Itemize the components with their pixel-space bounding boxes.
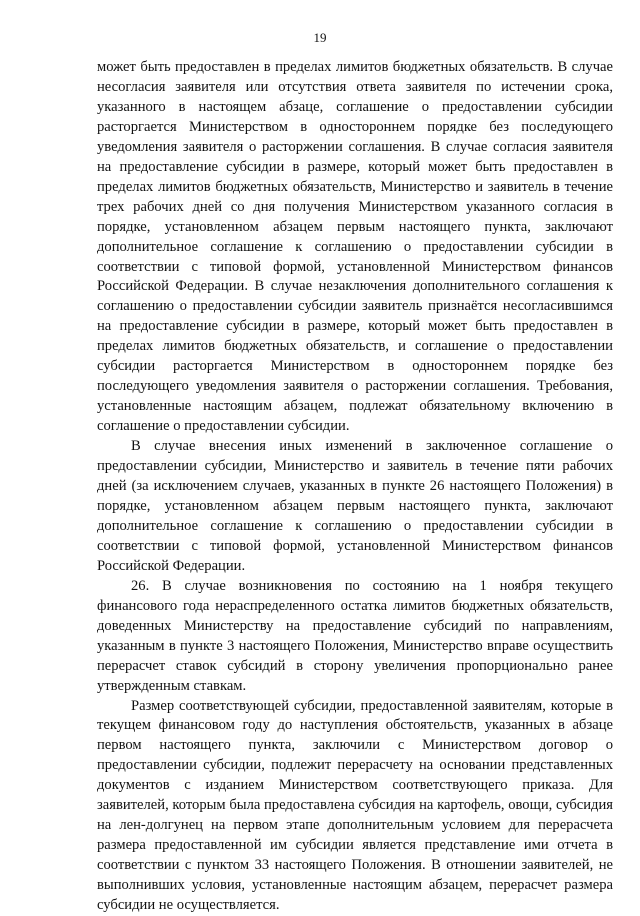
page-number: 19	[313, 30, 327, 45]
paragraph-continuation: может быть предоставлен в пределах лимитов бюджетных обязательств. В случае несогласия заявителя или отсутствия ответа заявителя по истечении срока, указанного в настоящем абзаце, соглашение о предоставлении субсидии расторгается Министерством в одностороннем порядке без последующего уведомления заявителя о расторжении соглашения. В случае согласия заявителя на предоставление субсидии в размере, который может быть предоставлен в пределах лимитов бюджетных обязательств, Министерство и заявитель в течение трех рабочих дней со дня получения Министерством указанного согласия в порядке, установленном абзацем первым настоящего пункта, заключают дополнительное соглашение к соглашению о предоставлении субсидии в соответствии с типовой формой, установленной Министерством финансов Российской Федерации. В случае незаключения дополнительного соглашения к соглашению о предоставлении субсидии заявитель признаётся несогласившимся на предоставление субсидии в размере, который может быть предоставлен в пределах лимитов бюджетных обязательств, и соглашение о предоставлении субсидии расторгается Министерством в одностороннем порядке без последующего уведомления заявителя о расторжении соглашения. Требования, установленные настоящим абзацем, подлежат обязательному включению в соглашение о предоставлении субсидии.	[97, 59, 613, 435]
paragraph-other-changes: В случае внесения иных изменений в заключенное соглашение о предоставлении субсидии, Министерство и заявитель в течение пяти рабочих дней (за исключением случаев, указанных в пункте 26 настоящего Положения) в порядке, установленном абзацем первым настоящего пункта, заключают дополнительное соглашение к соглашению о предоставлении субсидии в соответствии с типовой формой, установленной Министерством финансов Российской Федерации.	[97, 438, 613, 574]
paragraph-item-26: 26. В случае возникновения по состоянию на 1 ноября текущего финансового года нераспределенного остатка лимитов бюджетных обязательств, доведенных Министерству на предоставление субсидий по направлениям, указанным в пункте 3 настоящего Положения, Министерство вправе осуществить перерасчет ставок субсидий в сторону увеличения пропорционально ранее утвержденным ставкам.	[97, 577, 613, 694]
document-body	[97, 58, 613, 916]
paragraph-subsidy-recalculation: Размер соответствующей субсидии, предоставленной заявителям, которые в текущем финансовом году до наступления обстоятельств, указанных в абзаце первом настоящего пункта, заключили с Министерством договор о предоставлении субсидии, подлежит перерасчету на основании представленных документов с изданием Министерством соответствующего приказа. Для заявителей, которым была предоставлена субсидия на картофель, овощи, субсидия на лен-долгунец на первом этапе дополнительным условием для перерасчета размера предоставленной им субсидии является представление ими отчета в соответствии с пунктом 33 настоящего Положения. В отношении заявителей, не выполнивших условия, установленные настоящим абзацем, перерасчет размера субсидии не осуществляется.	[97, 697, 613, 914]
